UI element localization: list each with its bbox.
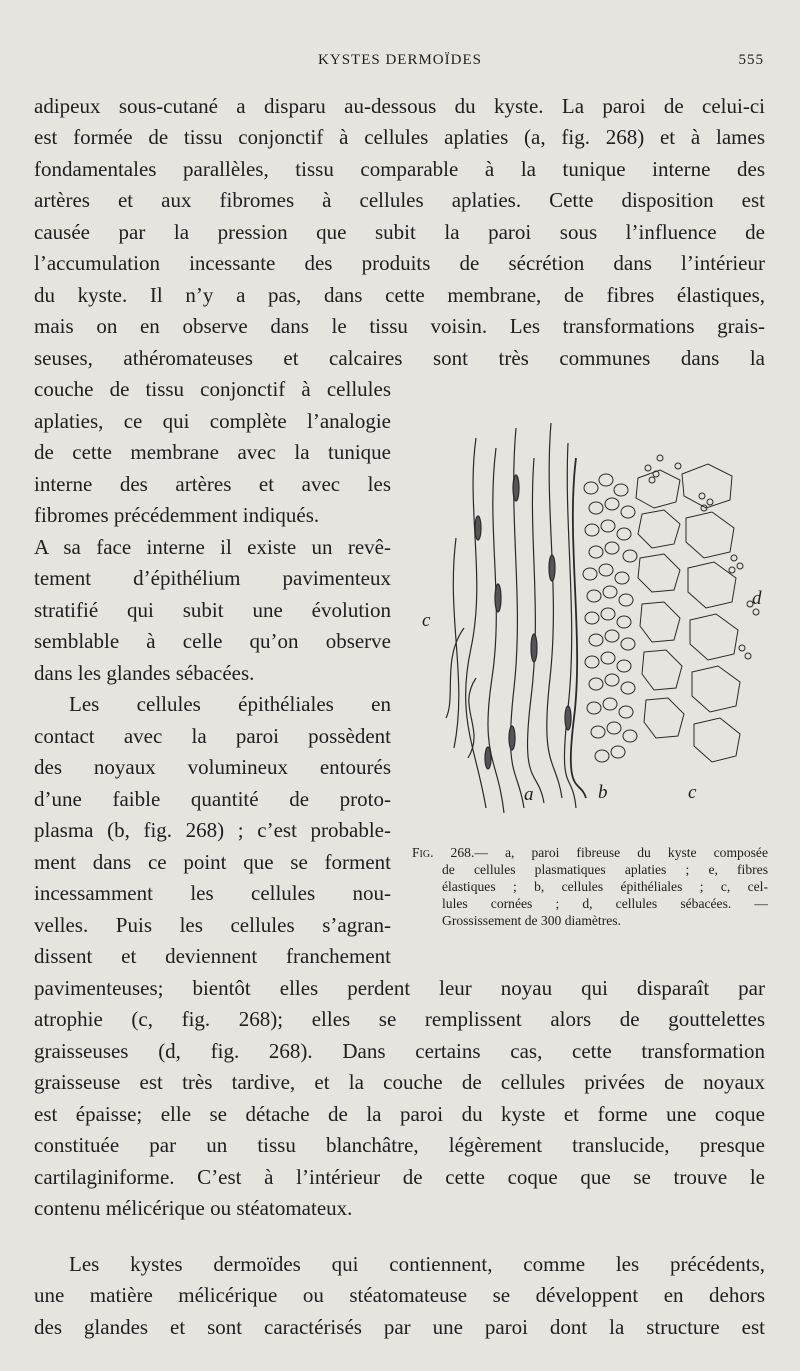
text-line: cartilaginiforme. C’est à l’intérieur de cette coque que se trouve le [34,1165,765,1189]
text-line: plasma (b, fig. 268) ; c’est probable- [34,818,391,842]
text-line: interne des artères et avec les [34,472,391,496]
text-line: couche de tissu conjonctif à cellules [34,377,391,401]
caption-line: lules cornées ; d, cellules sébacées. — [442,896,768,911]
text-line: A sa face interne il existe un revê- [34,535,391,559]
text-line: graisseuses (d, fig. 268). Dans certains cas, cette transformation [34,1039,765,1063]
text-line: contenu mélicérique ou stéatomateux. [34,1196,353,1220]
text-line: pavimenteuses; bientôt elles perdent leur noyau qui disparaît par [34,976,765,1000]
label-d: d [752,588,762,609]
text-line: fondamentales parallèles, tissu comparable à la tunique interne des [34,157,765,181]
text-line: artères et aux fibromes à cellules aplaties. Cette disposition est [34,188,765,212]
text-line: contact avec la paroi possèdent [34,724,391,748]
text-line: est épaisse; elle se détache de la paroi du kyste et forme une coque [34,1102,765,1126]
running-head [0,52,800,76]
text-line: stratifié qui subit une évolution [34,598,391,622]
text-line: dissent et deviennent franchement [34,944,391,968]
tissue-drawing [416,418,788,818]
text-line: velles. Puis les cellules s’agran- [34,913,391,937]
caption-line: Fig. 268.— a, paroi fibreuse du kyste composée [412,845,768,860]
text-line: d’une faible quantité de proto- [34,787,391,811]
text-line: du kyste. Il n’y a pas, dans cette membrane, de fibres élastiques, [34,283,765,307]
label-b: b [598,782,608,803]
caption-line: élastiques ; b, cellules épithéliales ; c, cel- [442,879,768,894]
text-line: mais on en observe dans le tissu voisin. Les transformations grais- [34,314,765,338]
text-line: aplaties, ce qui complète l’analogie [34,409,391,433]
caption-figure-label: Fig. 268. [412,845,475,860]
text-line: des noyaux volumineux entourés [34,755,391,779]
text-line: fibromes précédemment indiqués. [34,503,320,527]
figure-268-illustration [416,418,788,818]
text-line: Les cellules épithéliales en [69,692,391,716]
text-line: dans les glandes sébacées. [34,661,255,685]
text-line: graisseuse est très tardive, et la couche de cellules privées de noyaux [34,1070,765,1094]
text-line: une matière mélicérique ou stéatomateuse se développent en dehors [34,1283,765,1307]
text-line: des glandes et sont caractérisés par une paroi dont la structure est [34,1315,765,1339]
figure-caption [412,844,768,929]
text-line: de cette membrane avec la tunique [34,440,391,464]
label-c-left: c [422,610,431,631]
caption-line: de cellules plasmatiques aplaties ; e, fibres [442,862,768,877]
text-line: est formée de tissu conjonctif à cellules aplaties (a, fig. 268) et à lames [34,125,765,149]
text-line: l’accumulation incessante des produits de sécrétion dans l’intérieur [34,251,765,275]
label-a: a [524,784,534,805]
text-line: incessamment les cellules nou- [34,881,391,905]
text-line: semblable à celle qu’on observe [34,629,391,653]
text-line: constituée par un tissu blanchâtre, légèrement translucide, presque [34,1133,765,1157]
text-line: atrophie (c, fig. 268); elles se remplissent alors de gouttelettes [34,1007,765,1031]
running-title: KYSTES DERMOÏDES [318,52,482,68]
text-line: tement d’épithélium pavimenteux [34,566,391,590]
text-line: Les kystes dermoïdes qui contiennent, comme les précédents, [69,1252,765,1276]
page-number: 555 [738,52,764,68]
label-c-bottom: c [688,782,697,803]
caption-line: Grossissement de 300 diamètres. [442,913,621,928]
text-line: causée par la pression que subit la paroi sous l’influence de [34,220,765,244]
text-line: adipeux sous-cutané a disparu au-dessous du kyste. La paroi de celui-ci [34,94,765,118]
text-line: ment dans ce point que se forment [34,850,391,874]
text-line: seuses, athéromateuses et calcaires sont très communes dans la [34,346,765,370]
